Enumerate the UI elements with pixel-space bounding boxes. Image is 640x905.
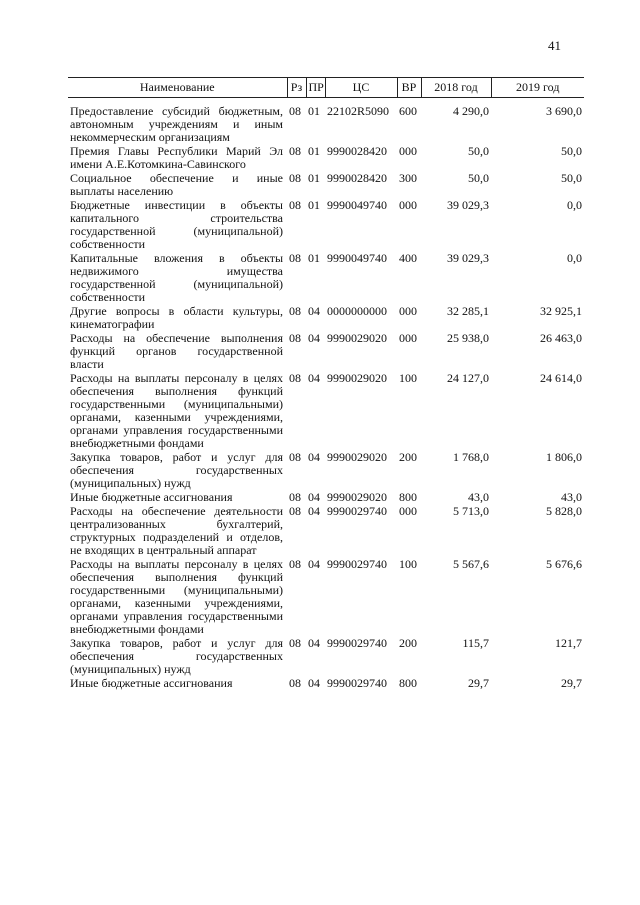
row-2018: 50,0: [468, 171, 489, 185]
row-name: Капитальные вложения в объекты недвижимого имущества государственной (муниципальной) собственности: [70, 251, 283, 304]
row-rz: 08: [289, 504, 301, 518]
row-2019: 3 690,0: [546, 104, 582, 118]
row-2019: 121,7: [555, 636, 582, 650]
row-2019: 5 828,0: [546, 504, 582, 518]
row-2019: 24 614,0: [540, 371, 582, 385]
table-row: [68, 172, 584, 199]
row-2019: 50,0: [561, 144, 582, 158]
row-2019: 32 925,1: [540, 304, 582, 318]
row-name: Премия Главы Республики Марий Эл имени А.Е.Котомкина-Савинского: [70, 144, 283, 171]
header-rz: Рз: [287, 78, 306, 98]
row-cs: 9990029020: [327, 490, 387, 504]
row-name: Бюджетные инвестиции в объекты капитального строительства государственной (муниципальной) собственности: [70, 198, 283, 251]
row-2019: 1 806,0: [546, 450, 582, 464]
table-row: [68, 332, 584, 372]
table-row: [68, 372, 584, 451]
table-row: [68, 505, 584, 558]
row-rz: 08: [289, 636, 301, 650]
row-vr: 000: [399, 304, 417, 318]
row-pr: 04: [308, 490, 320, 504]
row-name: Расходы на выплаты персоналу в целях обеспечения выполнения функций государственными (муниципальными) органами, казенными учреждениями, органами управления государственными внебюджетными фондами: [70, 371, 283, 450]
row-2018: 43,0: [468, 490, 489, 504]
row-2018: 24 127,0: [447, 371, 489, 385]
row-name: Другие вопросы в области культуры, кинематографии: [70, 304, 283, 331]
row-pr: 04: [308, 371, 320, 385]
table-row: [68, 558, 584, 637]
table-row: [68, 305, 584, 332]
row-2018: 4 290,0: [453, 104, 489, 118]
row-pr: 04: [308, 331, 320, 345]
header-cs: ЦС: [325, 78, 397, 98]
row-vr: 100: [399, 371, 417, 385]
row-rz: 08: [289, 304, 301, 318]
row-cs: 9990029020: [327, 450, 387, 464]
row-rz: 08: [289, 171, 301, 185]
row-pr: 04: [308, 676, 320, 690]
row-rz: 08: [289, 676, 301, 690]
row-2018: 115,7: [462, 636, 489, 650]
row-cs: 9990049740: [327, 198, 387, 212]
row-name: Иные бюджетные ассигнования: [70, 490, 233, 504]
row-cs: 9990029740: [327, 557, 387, 571]
row-rz: 08: [289, 557, 301, 571]
table-header: [68, 78, 584, 98]
row-name: Расходы на выплаты персоналу в целях обеспечения выполнения функций государственными (муниципальными) органами, казенными учреждениями, органами управления государственными внебюджетными фондами: [70, 557, 283, 636]
row-vr: 200: [399, 450, 417, 464]
table-row: [68, 491, 584, 505]
row-vr: 000: [399, 144, 417, 158]
row-rz: 08: [289, 144, 301, 158]
row-rz: 08: [289, 371, 301, 385]
row-vr: 400: [399, 251, 417, 265]
budget-table: [68, 77, 584, 691]
row-cs: 9990028420: [327, 144, 387, 158]
row-vr: 000: [399, 504, 417, 518]
row-vr: 000: [399, 331, 417, 345]
row-pr: 01: [308, 251, 320, 265]
row-vr: 800: [399, 490, 417, 504]
row-pr: 04: [308, 450, 320, 464]
table-row: [68, 252, 584, 305]
row-vr: 200: [399, 636, 417, 650]
row-vr: 100: [399, 557, 417, 571]
row-pr: 01: [308, 198, 320, 212]
row-cs: 0000000000: [327, 304, 387, 318]
row-cs: 9990029020: [327, 331, 387, 345]
row-2018: 1 768,0: [453, 450, 489, 464]
header-pr: ПР: [306, 78, 325, 98]
row-vr: 000: [399, 198, 417, 212]
row-vr: 300: [399, 171, 417, 185]
row-2019: 0,0: [567, 198, 582, 212]
header-name: Наименование: [68, 78, 287, 98]
row-rz: 08: [289, 450, 301, 464]
row-cs: 9990028420: [327, 171, 387, 185]
row-2018: 25 938,0: [447, 331, 489, 345]
row-name: Предоставление субсидий бюджетным, автономным учреждениям и иным некоммерческим организациям: [70, 104, 283, 144]
table-row: [68, 637, 584, 677]
row-2019: 29,7: [561, 676, 582, 690]
row-2018: 5 713,0: [453, 504, 489, 518]
row-vr: 600: [399, 104, 417, 118]
table-body: [68, 98, 584, 692]
row-2018: 39 029,3: [447, 198, 489, 212]
table-row: [68, 451, 584, 491]
row-name: Закупка товаров, работ и услуг для обеспечения государственных (муниципальных) нужд: [70, 450, 283, 490]
row-name: Расходы на обеспечение выполнения функций органов государственной власти: [70, 331, 283, 371]
row-cs: 9990029740: [327, 636, 387, 650]
row-name: Закупка товаров, работ и услуг для обеспечения государственных (муниципальных) нужд: [70, 636, 283, 676]
row-2019: 43,0: [561, 490, 582, 504]
row-cs: 9990029740: [327, 504, 387, 518]
row-cs: 22102R5090: [327, 104, 390, 118]
row-pr: 01: [308, 144, 320, 158]
row-vr: 800: [399, 676, 417, 690]
table-row: [68, 145, 584, 172]
table-row: [68, 98, 584, 146]
row-2018: 39 029,3: [447, 251, 489, 265]
table-row: [68, 677, 584, 691]
row-2018: 32 285,1: [447, 304, 489, 318]
row-2018: 50,0: [468, 144, 489, 158]
row-2018: 29,7: [468, 676, 489, 690]
row-name: Социальное обеспечение и иные выплаты населению: [70, 171, 283, 198]
row-name: Иные бюджетные ассигнования: [70, 676, 233, 690]
row-pr: 04: [308, 636, 320, 650]
row-rz: 08: [289, 198, 301, 212]
row-pr: 01: [308, 171, 320, 185]
header-vr: ВР: [397, 78, 421, 98]
row-pr: 04: [308, 557, 320, 571]
row-2018: 5 567,6: [453, 557, 489, 571]
row-rz: 08: [289, 490, 301, 504]
row-cs: 9990029020: [327, 371, 387, 385]
row-cs: 9990049740: [327, 251, 387, 265]
row-rz: 08: [289, 331, 301, 345]
row-2019: 26 463,0: [540, 331, 582, 345]
row-2019: 0,0: [567, 251, 582, 265]
row-pr: 01: [308, 104, 320, 118]
row-pr: 04: [308, 504, 320, 518]
row-name: Расходы на обеспечение деятельности централизованных бухгалтерий, структурных подразделений и отделов, не входящих в центральный аппарат: [70, 504, 283, 557]
header-2019: 2019 год: [491, 78, 584, 98]
row-2019: 5 676,6: [546, 557, 582, 571]
page-number: 41: [548, 38, 561, 53]
table-row: [68, 199, 584, 252]
row-pr: 04: [308, 304, 320, 318]
row-2019: 50,0: [561, 171, 582, 185]
header-2018: 2018 год: [421, 78, 491, 98]
row-cs: 9990029740: [327, 676, 387, 690]
row-rz: 08: [289, 251, 301, 265]
row-rz: 08: [289, 104, 301, 118]
